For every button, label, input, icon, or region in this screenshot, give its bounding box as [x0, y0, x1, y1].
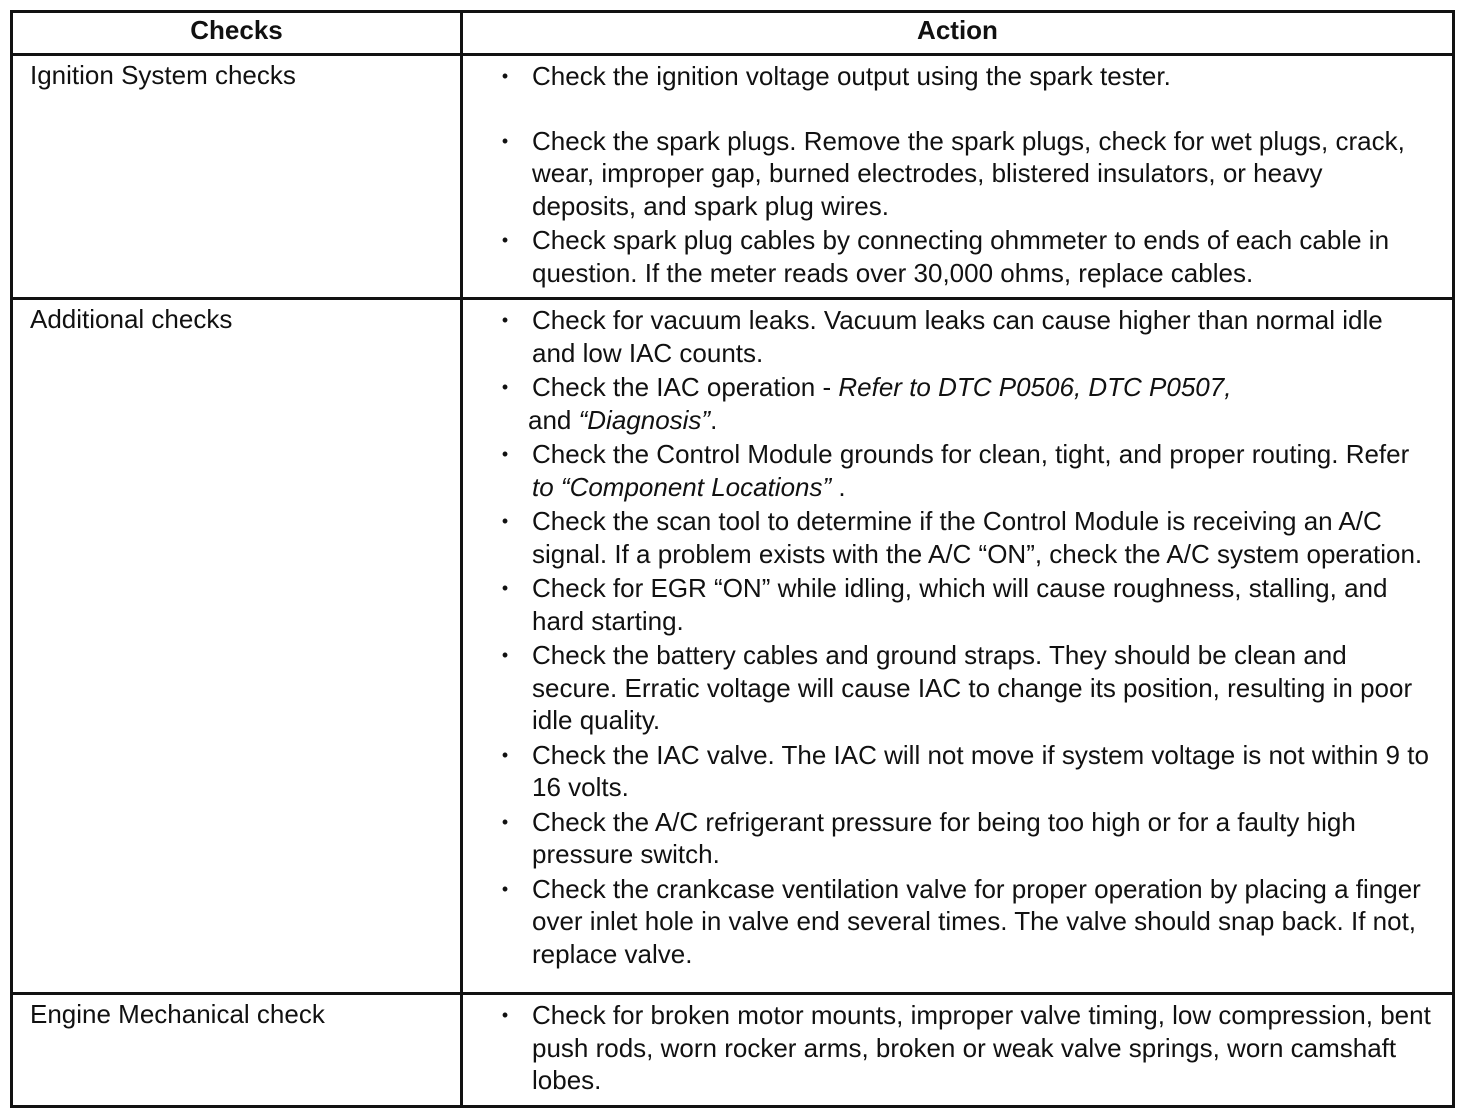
action-list [499, 999, 1432, 1097]
reference-link-text: “Diagnosis” [578, 404, 711, 435]
action-text: Check the A/C refrigerant pressure for being too high or for a faulty high pressure switch. [532, 806, 1356, 869]
check-cell: Additional checks [12, 299, 462, 994]
table-header-row [12, 12, 1454, 55]
table-row [12, 994, 1454, 1107]
action-text: Check the scan tool to determine if the Control Module is receiving an A/C signal. If a problem exists with the A/C “ON”, check the A/C system operation. [532, 506, 1423, 569]
check-cell: Engine Mechanical check [12, 994, 462, 1107]
reference-link-text: to “Component Locations” [532, 471, 832, 502]
list-item [499, 739, 1432, 804]
action-text: Check spark plug cables by connecting ohmmeter to ends of each cable in question. If the meter reads over 30,000 ohms, replace cables. [532, 225, 1390, 288]
action-text: Check the Control Module grounds for clean, tight, and proper routing. Refer [532, 439, 1410, 469]
action-cell [462, 299, 1454, 994]
list-item [499, 806, 1432, 871]
list-item [499, 304, 1432, 369]
action-text: . [831, 471, 846, 502]
action-list [499, 60, 1432, 289]
bullet-icon: • [501, 811, 509, 832]
list-item [499, 438, 1432, 503]
list-item [499, 505, 1432, 570]
check-cell: Ignition System checks [12, 55, 462, 299]
table-row [12, 299, 1454, 994]
action-text: Check the ignition voltage output using the spark tester. [532, 61, 1171, 91]
bullet-icon: • [501, 66, 509, 86]
bullet-icon: • [501, 1005, 509, 1025]
bullet-icon: • [501, 310, 509, 330]
list-item [499, 873, 1432, 971]
bullet-icon: • [501, 744, 509, 765]
action-list [499, 304, 1432, 970]
action-text: Check the crankcase ventilation valve for proper operation by placing a finger over inlet hole in valve end several times. The valve should snap back. If not, replace valve. [532, 873, 1421, 969]
list-item [499, 60, 1432, 93]
action-text: Check for vacuum leaks. Vacuum leaks can cause higher than normal idle and low IAC counts. [532, 305, 1383, 368]
bullet-icon: • [501, 645, 509, 665]
action-cell [462, 55, 1454, 299]
reference-link-text: Refer to DTC P0506, DTC P0507, [838, 372, 1232, 402]
action-text: Check for EGR “ON” while idling, which will cause roughness, stalling, and hard starting. [532, 573, 1388, 636]
bullet-icon: • [501, 878, 509, 899]
list-item [499, 572, 1432, 637]
header-checks: Checks [12, 12, 462, 55]
list-item [499, 371, 1432, 436]
header-action: Action [462, 12, 1454, 55]
action-cell [462, 994, 1454, 1107]
table-row [12, 55, 1454, 299]
bullet-icon: • [501, 444, 509, 464]
action-text: Check the battery cables and ground straps. They should be clean and secure. Erratic voltage will cause IAC to change its position, resulting in poor idle quality. [532, 640, 1413, 735]
list-item [499, 639, 1432, 737]
action-text: and [528, 404, 579, 435]
action-text: . [710, 404, 718, 435]
bullet-icon: • [501, 511, 509, 531]
action-text: Check the IAC valve. The IAC will not move if system voltage is not within 9 to 16 volts. [532, 739, 1429, 802]
bullet-icon: • [501, 578, 509, 598]
action-text: Check for broken motor mounts, improper valve timing, low compression, bent push rods, worn rocker arms, broken or weak valve springs, worn camshaft lobes. [532, 1000, 1431, 1095]
bullet-icon: • [501, 130, 509, 151]
list-item [499, 999, 1432, 1097]
list-item [499, 125, 1432, 223]
bullet-icon: • [501, 230, 509, 250]
action-text: Check the spark plugs. Remove the spark plugs, check for wet plugs, crack, wear, improper gap, burned electrodes, blistered insulators, or heavy deposits, and spark plug wires. [532, 125, 1405, 221]
action-text: Check the IAC operation - [532, 372, 839, 402]
list-item [499, 224, 1432, 289]
checks-action-table [10, 10, 1455, 1108]
bullet-icon: • [501, 377, 509, 397]
